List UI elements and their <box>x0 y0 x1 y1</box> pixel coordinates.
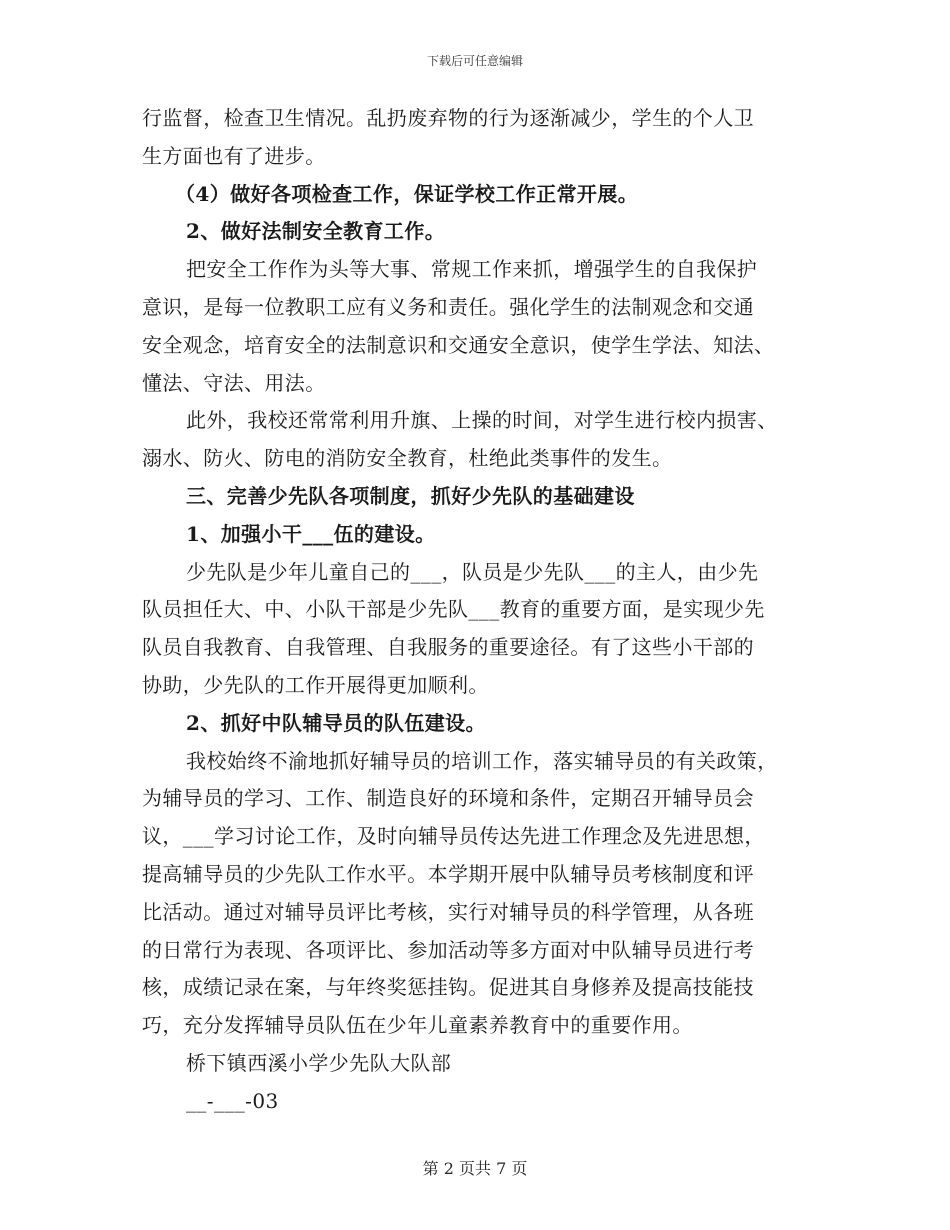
text-line: 为辅导员的学习、工作、制造良好的环境和条件，定期召开辅导员会 <box>142 786 754 811</box>
section-heading: 2、抓好中队辅导员的队伍建设。 <box>186 710 486 735</box>
text-line: 的日常行为表现、各项评比、参加活动等多方面对中队辅导员进行考 <box>142 937 754 962</box>
page-footer: 第 2 页共 7 页 <box>422 1159 528 1178</box>
text-line: 懂法、守法、用法。 <box>142 370 326 395</box>
text-line: 溺水、防火、防电的消防安全教育，杜绝此类事件的发生。 <box>142 446 673 471</box>
text-line: 议，___学习讨论工作，及时向辅导员传达先进工作理念及先进思想， <box>142 824 765 849</box>
subsection-heading: （4）做好各项检查工作，保证学校工作正常开展。 <box>175 181 639 206</box>
text-line: 提高辅导员的少先队工作水平。本学期开展中队辅导员考核制度和评 <box>142 861 754 886</box>
text-line: 安全观念，培育安全的法制意识和交通安全意识，使学生学法、知法、 <box>142 332 775 357</box>
text-line: 比活动。通过对辅导员评比考核，实行对辅导员的科学管理，从各班 <box>142 899 754 924</box>
text-line: 把安全工作作为头等大事、常规工作来抓，增强学生的自我保护 <box>186 257 758 282</box>
text-line: 我校始终不渝地抓好辅导员的培训工作，落实辅导员的有关政策， <box>186 748 778 773</box>
text-line: 少先队是少年儿童自己的___，队员是少先队___的主人，由少先 <box>186 559 759 584</box>
text-line: 核，成绩记录在案，与年终奖惩挂钩。促进其自身修养及提高技能技 <box>142 975 754 1000</box>
signature-organization: 桥下镇西溪小学少先队大队部 <box>186 1050 452 1075</box>
text-line: 此外，我校还常常利用升旗、上操的时间，对学生进行校内损害、 <box>186 408 778 433</box>
text-line: 协助，少先队的工作开展得更加顺利。 <box>142 672 489 697</box>
section-heading: 2、做好法制安全教育工作。 <box>186 219 446 244</box>
text-line: 巧，充分发挥辅导员队伍在少年儿童素养教育中的重要作用。 <box>142 1013 693 1038</box>
text-line: 生方面也有了进步。 <box>142 143 326 168</box>
text-line: 意识，是每一位教职工应有义务和责任。强化学生的法制观念和交通 <box>142 294 754 319</box>
page-header: 下载后可任意编辑 <box>426 54 523 68</box>
document-body <box>142 100 822 1121</box>
text-line: 行监督，检查卫生情况。乱扔废弃物的行为逐渐减少，学生的个人卫 <box>142 106 754 130</box>
text-line: 队员担任大、中、小队干部是少先队___教育的重要方面，是实现少先 <box>142 597 765 622</box>
section-heading: 1、加强小干___伍的建设。 <box>186 521 436 546</box>
chapter-heading: 三、完善少先队各项制度，抓好少先队的基础建设 <box>186 483 635 508</box>
text-line: 队员自我教育、自我管理、自我服务的重要途径。有了这些小干部的 <box>142 635 754 660</box>
signature-date: __-___-03 <box>186 1088 279 1113</box>
